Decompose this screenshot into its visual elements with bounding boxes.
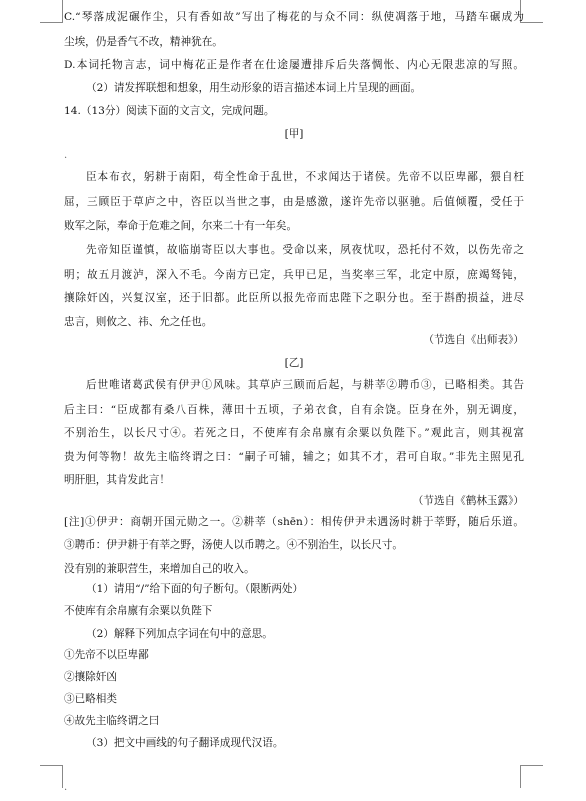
text-line: ④故先主临终谓之曰 [64,715,160,727]
crop-mark-top-left [40,0,63,23]
text-line: C.“琴落成泥碾作尘，只有香如故”写出了梅花的与众不同：纵使凋落于地，马踏车碾成为 [64,11,524,23]
paragraph-mark: . [64,150,68,161]
text-line: 不别治生，以长尺寸④。若死之日，不使库有余帛廪有余粟以负陛下。”观此言，则其视富 [64,427,524,439]
text-line: 后主曰：“臣成都有桑八百株，薄田十五顷，子弟衣食，自有余饶。臣身在外，别无调度， [64,404,524,416]
text-line: [乙] [284,357,304,369]
text-line: 不使库有余帛廪有余粟以负陛下 [64,605,213,617]
text-line: 没有别的兼职营生，来增加自己的收入。 [64,563,255,575]
footer-mark: . [64,782,68,793]
text-line: 14.（13分）阅读下面的文言文，完成问题。 [64,105,275,117]
text-line: （2）请发挥联想和想象，用生动形象的语言描述本词上片呈现的画面。 [86,82,422,94]
text-line: ①先帝不以臣卑鄙 [64,649,149,661]
crop-mark-bottom-left [40,765,63,788]
text-line: （节选自《鹤林玉露》） [412,495,524,507]
text-line: （节选自《出师表》） [423,334,524,346]
text-line: D.本词托物言志，词中梅花正是作者在仕途屡遭排斥后失落惆怅、内心无限悲凉的写照。 [64,59,524,71]
text-line: 先帝知臣谨慎，故临崩寄臣以大事也。受命以来，夙夜忧叹，恐托付不效，以伤先帝之 [86,244,524,256]
text-line: 屈，三顾臣于草庐之中，咨臣以当世之事，由是感激，遂许先帝以驱驰。后值倾覆，受任于 [64,196,524,208]
text-line: 忠言，则攸之、祎、允之任也。 [64,316,213,328]
text-line: （2）解释下列加点字词在句中的意思。 [86,628,273,640]
text-line: （1）请用“/”给下面的句子断句。（限断两处） [86,583,304,595]
text-line: ②攘除奸凶 [64,671,117,683]
text-line: 尘埃，仍是香气不改，精神犹在。 [64,36,223,48]
text-line: ③聘币：伊尹耕于有莘之野，汤使人以币聘之。④不别治生，以长尺寸。 [64,539,403,551]
text-line: 后世唯诸葛武侯有伊尹①风味。其草庐三顾而后起，与耕莘②聘币③，已略相类。其告 [86,379,524,391]
text-line: 贵为何等物！故先主临终谓之曰：“嗣子可辅，辅之；如其不才，君可自取。”非先主照见孔 [64,451,524,463]
crop-mark-bottom-right [520,765,543,788]
text-line: [注]①伊尹：商朝开国元勋之一。②耕莘（shēn）：相传伊尹未遇汤时耕于莘野，随后乐道。 [64,516,524,528]
text-line: 攘除奸凶，兴复汉室，还于旧都。此臣所以报先帝而忠陛下之职分也。至于斟酌损益，进尽 [64,292,524,304]
text-line: ③已略相类 [64,693,117,705]
text-line: [甲] [284,128,304,140]
text-line: （3）把文中画线的句子翻译成现代汉语。 [86,737,284,749]
text-line: 臣本布衣，躬耕于南阳，苟全性命于乱世，不求闻达于诸侯。先帝不以臣卑鄙，猥自枉 [86,171,524,183]
text-line: 明；故五月渡泸，深入不毛。今南方已定，兵甲已足，当奖率三军，北定中原，庶竭驽钝， [64,269,524,281]
text-line: 明肝胆，其肯发此言！ [64,474,170,486]
text-line: 败军之际，奉命于危难之间，尔来二十有一年矣。 [64,220,298,232]
